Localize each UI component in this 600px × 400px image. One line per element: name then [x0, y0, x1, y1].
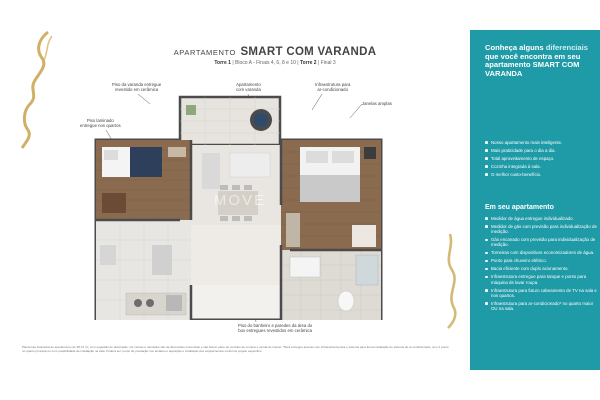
- footnote: Planta tipo ilustrativa do apartamento de 38,74 m², com sugestão de decoração. Os móveis e utensílios são de dimensões comerciais e não fazem parte do contrato de compra e venda do imóvel. *Será entregue apenas com infraestrutura para o sistema para futura instalação de sistema de ar-condicionado, com 1 ponto no quarto principal ou com possibilidade de instalação na sala. Poderá ser: ponto de prestação nos andares e aquisição e instalação dos equipamentos conforme projeto específico.: [22, 345, 449, 353]
- benefit-item: Cozinha integrada à sala.: [485, 164, 597, 169]
- panel-heading: [485, 44, 597, 78]
- plan-title-main: SMART COM VARANDA: [240, 46, 377, 58]
- benefit-item: O melhor custo-benefício.: [485, 172, 597, 177]
- feature-item: Infraestrutura entregue para tanque e ponto para máquina de lavar roupa.: [485, 274, 597, 284]
- hallway-floor: [191, 225, 281, 285]
- left-nightstand: [168, 147, 186, 157]
- feature-item: Infraestrutura para ar-condicionado* no quarto maior OU na sala.: [485, 301, 597, 311]
- callout-banheiro: [238, 323, 312, 333]
- balcony-plant: [186, 105, 196, 115]
- gold-brush-decoration: [8, 30, 68, 150]
- washing-machine: [100, 245, 116, 265]
- subtitle-torre2: Torre 2: [299, 60, 317, 66]
- panel-heading-part-2: que você encontra em seu apartamento SMART COM VARANDA: [485, 51, 581, 78]
- subtitle-torre2-detail: | Final 3: [316, 60, 336, 66]
- plan-subtitle: [140, 60, 410, 66]
- move-watermark: MOVE: [213, 192, 267, 209]
- callout-varanda-piso: [112, 82, 161, 92]
- callout-piso-laminado-text: Piso laminado entregue nos quartos: [80, 118, 121, 129]
- feature-item: Bacia eficiente com duplo acionamento.: [485, 266, 597, 271]
- subtitle-torre1-detail: | Bloco A - Finais 4, 6, 8 e 10 |: [230, 60, 300, 66]
- feature-item: Infraestrutura para futuro cabeamento de TV na sala e nos quartos.: [485, 288, 597, 298]
- feature-item: Medidor de gás com previsão para individualização de medição.: [485, 224, 597, 234]
- left-bed-pillow: [104, 150, 118, 160]
- right-bedroom-desk: [352, 225, 376, 247]
- floor-plan: [90, 95, 390, 320]
- benefit-item: Mais praticidade para o dia a dia.: [485, 148, 597, 153]
- plan-title: [140, 42, 410, 60]
- subtitle-torre1: Torre 1: [214, 60, 231, 66]
- right-nightstand: [364, 147, 376, 159]
- feature-item: Medidor de água entregue individualizado.: [485, 216, 597, 221]
- callout-ar-condicionado-text: Infraestrutura para ar-condicionado: [315, 82, 351, 93]
- left-desk: [102, 193, 126, 213]
- feature-item: Ponto para chuveiro elétrico.: [485, 258, 597, 263]
- gold-brush-decoration-bottom: [430, 230, 470, 330]
- right-bed-pillow-1: [306, 151, 328, 163]
- panel-heading-accent: diferenciais: [545, 43, 588, 52]
- callout-ar-condicionado: [315, 82, 350, 92]
- benefit-item: Total aproveitamento de espaço.: [485, 156, 597, 161]
- toilet: [338, 291, 354, 311]
- apartment-features-list: [485, 216, 597, 314]
- panel-section-title: Em seu apartamento: [485, 204, 554, 211]
- stove-burner-1: [134, 299, 142, 307]
- right-wardrobe: [286, 213, 300, 247]
- feature-item: Gás encanado com previsão para individualização de medição.: [485, 237, 597, 247]
- balcony-chair-cushion: [254, 113, 268, 127]
- benefit-item: Nosso apartamento mais inteligente.: [485, 140, 597, 145]
- living-sofa: [202, 153, 220, 189]
- panel-heading-part-1: Conheça alguns: [485, 43, 546, 52]
- living-rug: [230, 153, 270, 177]
- feature-item: Torneiras com dispositivos economizadores de água.: [485, 250, 597, 255]
- benefits-list: [485, 140, 597, 180]
- callout-banheiro-text: Piso do banheiro e paredes da área do box entregues revestidos em cerâmica: [238, 323, 313, 334]
- fridge: [152, 245, 172, 275]
- kitchen-sink: [166, 295, 182, 311]
- bathroom-vanity: [290, 257, 320, 277]
- right-bed-pillow-2: [332, 151, 354, 163]
- features-panel: [470, 30, 600, 370]
- stove-burner-2: [146, 299, 154, 307]
- callout-apartamento-varanda-text: Apartamento com varanda: [236, 82, 261, 93]
- plan-title-pre: APARTAMENTO: [173, 48, 236, 57]
- right-bed-throw: [300, 175, 360, 202]
- left-bed-blanket: [130, 147, 162, 177]
- callout-varanda-piso-text: Piso da varanda entregue revestido em cerâmica: [112, 82, 162, 93]
- callout-janelas-amplas-text: Janelas amplas: [362, 101, 392, 106]
- shower-box: [356, 255, 378, 285]
- callout-apartamento-varanda: [236, 82, 261, 92]
